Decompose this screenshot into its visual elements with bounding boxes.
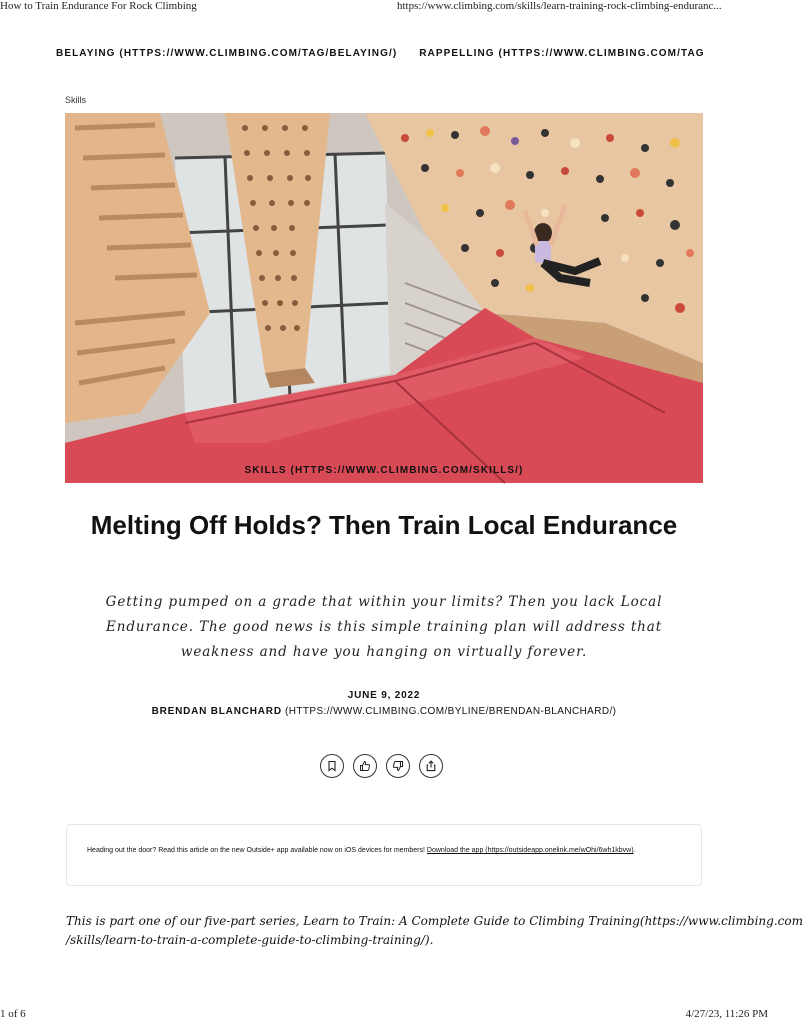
hero-illustration bbox=[65, 113, 703, 483]
page-number: 1 of 6 bbox=[0, 1008, 26, 1020]
author-name[interactable]: BRENDAN BLANCHARD bbox=[151, 706, 282, 717]
print-page-title: How to Train Endurance For Rock Climbing bbox=[0, 0, 197, 12]
like-button[interactable] bbox=[353, 754, 377, 778]
app-promo-box bbox=[66, 824, 702, 886]
share-icon bbox=[425, 760, 437, 772]
promo-suffix: . bbox=[633, 847, 636, 854]
author-link[interactable]: (HTTPS://WWW.CLIMBING.COM/BYLINE/BRENDAN-BLANCHARD/) bbox=[285, 706, 617, 717]
dislike-button[interactable] bbox=[386, 754, 410, 778]
print-footer bbox=[0, 1008, 768, 1024]
promo-message: Heading out the door? Read this article on the new Outside+ app available now on iOS devices for members! bbox=[87, 847, 425, 854]
tag-link-rappelling[interactable]: RAPPELLING (HTTPS://WWW.CLIMBING.COM/TAG bbox=[419, 48, 705, 59]
article-actions bbox=[320, 754, 450, 778]
download-app-link[interactable]: Download the app (https://outsideapp.onelink.me/wOhi/6wh1kbvw) bbox=[426, 847, 634, 854]
bookmark-button[interactable] bbox=[320, 754, 344, 778]
article-dek: Getting pumped on a grade that within your limits? Then you lack Local Endurance. The good news is this simple training plan will address that weakness and have you hanging on virtually forever. bbox=[105, 594, 663, 660]
thumbs-down-icon bbox=[392, 760, 404, 772]
article-byline bbox=[0, 706, 768, 717]
article-date: JUNE 9, 2022 bbox=[347, 690, 421, 701]
series-intro-line-1[interactable]: This is part one of our five-part series, Learn to Train: A Complete Guide to Climbing Training(https://www.climbing.com bbox=[66, 914, 803, 928]
series-intro-line-2[interactable]: /skills/learn-to-train-a-complete-guide-to-climbing-training/). bbox=[66, 933, 434, 947]
section-label[interactable]: Skills bbox=[65, 95, 87, 105]
print-page-url: https://www.climbing.com/skills/learn-training-rock-climbing-enduranc... bbox=[397, 0, 722, 12]
tag-link-belaying[interactable]: BELAYING (HTTPS://WWW.CLIMBING.COM/TAG/BELAYING/) bbox=[56, 48, 398, 59]
print-header bbox=[0, 0, 768, 16]
hero-caption-link[interactable]: SKILLS (HTTPS://WWW.CLIMBING.COM/SKILLS/) bbox=[244, 465, 524, 476]
hero-image bbox=[65, 113, 703, 483]
bookmark-icon bbox=[326, 760, 338, 772]
series-intro bbox=[66, 912, 803, 950]
tag-nav bbox=[56, 48, 724, 62]
article-headline: Melting Off Holds? Then Train Local Endurance bbox=[90, 510, 678, 540]
print-datetime: 4/27/23, 11:26 PM bbox=[685, 1008, 768, 1020]
share-button[interactable] bbox=[419, 754, 443, 778]
app-promo-text bbox=[87, 846, 667, 856]
thumbs-up-icon bbox=[359, 760, 371, 772]
